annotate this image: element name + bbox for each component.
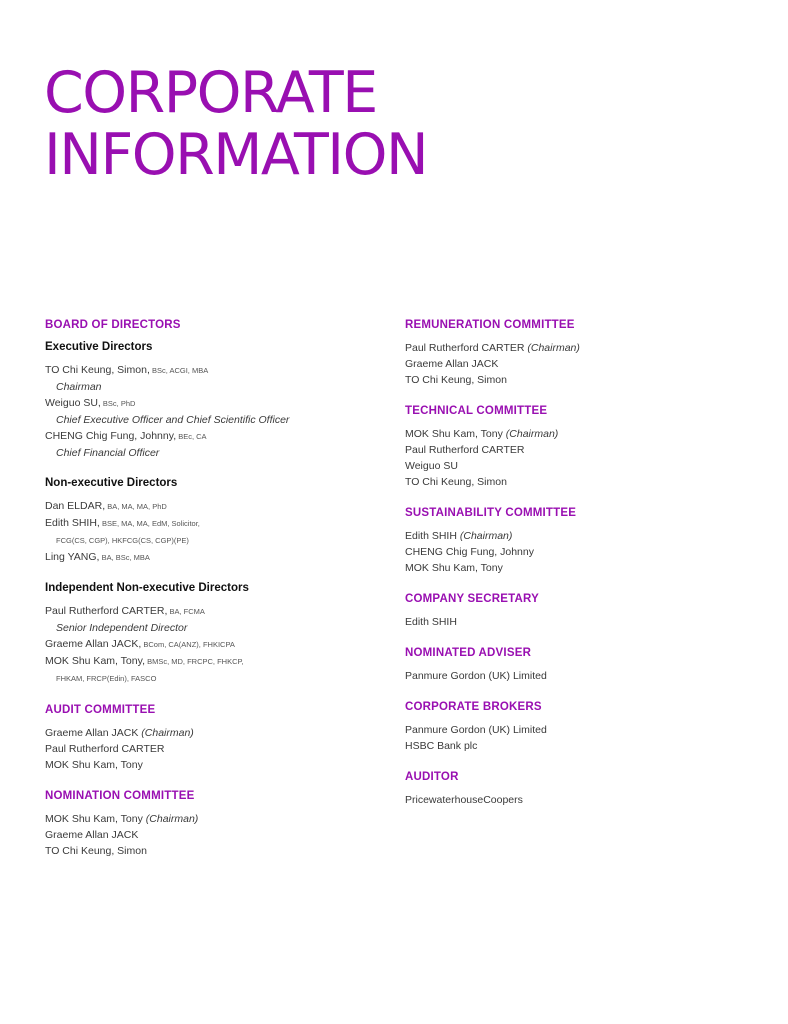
- director-entry: Weiguo SU, BSc, PhD: [45, 397, 136, 409]
- committee-member: TO Chi Keung, Simon: [405, 374, 507, 386]
- committee-member: MOK Shu Kam, Tony: [45, 759, 143, 771]
- director-entry: Dan ELDAR, BA, MA, MA, PhD: [45, 500, 167, 512]
- director-entry: TO Chi Keung, Simon, BSc, ACGI, MBA: [45, 364, 209, 376]
- director-entry: MOK Shu Kam, Tony, BMSc, MD, FRCPC, FHKCP,: [45, 655, 244, 667]
- committee-member: Graeme Allan JACK: [45, 829, 139, 841]
- director-role: Chairman: [56, 381, 102, 393]
- corporate-brokers-heading: CORPORATE BROKERS: [405, 701, 542, 713]
- independent-directors-heading: Independent Non-executive Directors: [45, 582, 249, 594]
- right-column: [405, 318, 735, 824]
- technical-committee-section: [405, 404, 735, 490]
- director-entry: Graeme Allan JACK, BCom, CA(ANZ), FHKICPA: [45, 638, 235, 650]
- auditor-section: [405, 770, 735, 808]
- nominated-adviser-section: [405, 646, 735, 684]
- committee-member: TO Chi Keung, Simon: [405, 476, 507, 488]
- adviser-name: Panmure Gordon (UK) Limited: [405, 670, 547, 682]
- director-quals-continued: FHKAM, FRCP(Edin), FASCO: [56, 674, 157, 683]
- page-title: [44, 62, 644, 186]
- remuneration-committee-section: [405, 318, 735, 388]
- non-executive-directors-group: [45, 476, 365, 566]
- committee-member: CHENG Chig Fung, Johnny: [405, 546, 534, 558]
- director-entry: Ling YANG, BA, BSc, MBA: [45, 551, 150, 563]
- committee-member: Edith SHIH (Chairman): [405, 530, 513, 542]
- director-quals-continued: FCG(CS, CGP), HKFCG(CS, CGP)(PE): [56, 536, 189, 545]
- committee-member: Paul Rutherford CARTER (Chairman): [405, 342, 580, 354]
- secretary-name: Edith SHIH: [405, 616, 457, 628]
- executive-directors-heading: Executive Directors: [45, 341, 153, 353]
- remuneration-committee-heading: REMUNERATION COMMITTEE: [405, 319, 575, 331]
- left-column: [45, 318, 365, 875]
- nomination-committee-heading: NOMINATION COMMITTEE: [45, 790, 195, 802]
- director-role: Chief Executive Officer and Chief Scientific Officer: [56, 414, 290, 426]
- executive-directors-group: [45, 340, 365, 461]
- sustainability-committee-section: [405, 506, 735, 576]
- committee-member: Paul Rutherford CARTER: [405, 444, 525, 456]
- technical-committee-heading: TECHNICAL COMMITTEE: [405, 405, 548, 417]
- company-secretary-heading: COMPANY SECRETARY: [405, 593, 539, 605]
- non-executive-directors-heading: Non-executive Directors: [45, 477, 178, 489]
- director-entry: CHENG Chig Fung, Johnny, BEc, CA: [45, 430, 207, 442]
- committee-member: Paul Rutherford CARTER: [45, 743, 165, 755]
- director-role: Senior Independent Director: [56, 622, 188, 634]
- audit-committee-section: [45, 703, 365, 773]
- director-role: Chief Financial Officer: [56, 447, 160, 459]
- sustainability-committee-heading: SUSTAINABILITY COMMITTEE: [405, 507, 577, 519]
- broker-name: HSBC Bank plc: [405, 740, 478, 752]
- committee-member: Graeme Allan JACK: [405, 358, 499, 370]
- audit-committee-heading: AUDIT COMMITTEE: [45, 704, 156, 716]
- nominated-adviser-heading: NOMINATED ADVISER: [405, 647, 532, 659]
- committee-member: MOK Shu Kam, Tony (Chairman): [405, 428, 559, 440]
- independent-directors-group: [45, 581, 365, 687]
- committee-member: Graeme Allan JACK (Chairman): [45, 727, 194, 739]
- committee-member: TO Chi Keung, Simon: [45, 845, 147, 857]
- committee-member: Weiguo SU: [405, 460, 458, 472]
- committee-member: MOK Shu Kam, Tony (Chairman): [45, 813, 199, 825]
- company-secretary-section: [405, 592, 735, 630]
- page-title-line-2: INFORMATION: [44, 122, 428, 188]
- committee-member: MOK Shu Kam, Tony: [405, 562, 503, 574]
- board-heading: BOARD OF DIRECTORS: [45, 319, 181, 331]
- director-entry: Edith SHIH, BSE, MA, MA, EdM, Solicitor,: [45, 517, 200, 529]
- page-title-line-1: CORPORATE: [44, 60, 377, 126]
- board-of-directors-section: [45, 318, 365, 687]
- nomination-committee-section: [45, 789, 365, 859]
- auditor-name: PricewaterhouseCoopers: [405, 794, 523, 806]
- auditor-heading: AUDITOR: [405, 771, 459, 783]
- corporate-brokers-section: [405, 700, 735, 754]
- broker-name: Panmure Gordon (UK) Limited: [405, 724, 547, 736]
- director-entry: Paul Rutherford CARTER, BA, FCMA: [45, 605, 205, 617]
